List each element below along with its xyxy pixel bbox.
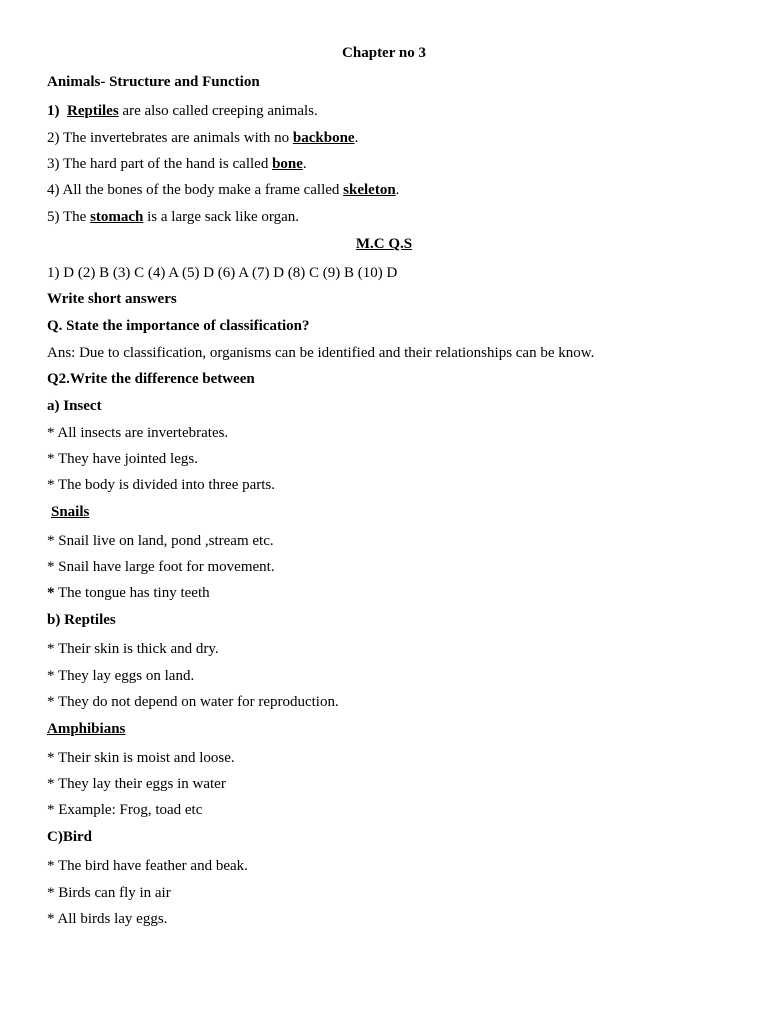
fill-blank-number: 4) [47, 182, 60, 198]
list-item: * The bird have feather and beak. [47, 858, 248, 874]
fill-blank-text: . [302, 156, 307, 172]
reptiles-heading: b) Reptiles [47, 612, 116, 628]
fill-blank-number: 3) [47, 156, 60, 172]
fill-blank-text: The invertebrates are animals with no [62, 130, 293, 146]
snails-heading: Snails [51, 504, 90, 520]
list-item: * Example: Frog, toad etc [47, 802, 203, 818]
fill-blank-5 [47, 208, 299, 226]
list-item: * They do not depend on water for reproduction. [47, 694, 339, 710]
fill-blank-text: The hard part of the hand is called [62, 156, 273, 172]
list-item [47, 584, 210, 602]
fill-blank-answer: skeleton [343, 182, 396, 198]
fill-blank-answer: stomach [90, 209, 144, 225]
list-item: * Birds can fly in air [47, 885, 171, 901]
list-item: * Their skin is moist and loose. [47, 750, 235, 766]
question-1: Q. State the importance of classification? [47, 318, 310, 334]
fill-blank-text: . [354, 130, 359, 146]
fill-blank-answer: bone [272, 156, 303, 172]
fill-blank-4 [47, 181, 399, 199]
list-item: * Snail live on land, pond ,stream etc. [47, 533, 274, 549]
fill-blank-1 [47, 102, 318, 120]
fill-blank-text: All the bones of the body make a frame called [62, 182, 344, 198]
list-item-text: The tongue has tiny teeth [54, 585, 210, 601]
fill-blank-number: 2) [47, 130, 60, 146]
fill-blank-number: 5) [47, 209, 60, 225]
list-item: * The body is divided into three parts. [47, 477, 276, 493]
fill-blank-3 [47, 155, 307, 173]
fill-blank-text: are also called creeping animals. [118, 103, 318, 119]
list-item: * All birds lay eggs. [47, 911, 168, 927]
fill-blank-number: 1) [47, 103, 60, 119]
subtitle: Animals- Structure and Function [47, 74, 260, 90]
short-answers-heading: Write short answers [47, 291, 177, 307]
fill-blank-text: is a large sack like organ. [143, 209, 300, 225]
list-item: * They lay their eggs in water [47, 776, 226, 792]
bullet-star: * [47, 585, 55, 601]
list-item: * All insects are invertebrates. [47, 425, 229, 441]
fill-blank-2 [47, 129, 358, 147]
list-item: * They have jointed legs. [47, 451, 198, 467]
chapter-title: Chapter no 3 [342, 45, 426, 61]
insect-heading: a) Insect [47, 398, 102, 414]
fill-blank-answer: Reptiles [67, 103, 119, 119]
mcqs-heading: M.C Q.S [355, 236, 413, 252]
amphibians-heading: Amphibians [47, 721, 126, 737]
fill-blank-text: . [395, 182, 400, 198]
list-item: * Their skin is thick and dry. [47, 641, 219, 657]
fill-blank-answer: backbone [292, 130, 355, 146]
list-item: * Snail have large foot for movement. [47, 559, 275, 575]
fill-blank-text: The [62, 209, 91, 225]
mcqs-answers: 1) D (2) B (3) C (4) A (5) D (6) A (7) D (8) C (9) B (10) D [47, 265, 398, 281]
list-item: * They lay eggs on land. [47, 668, 195, 684]
question-2: Q2.Write the difference between [47, 371, 255, 387]
bird-heading: C)Bird [47, 829, 92, 845]
answer-1: Ans: Due to classification, organisms can be identified and their relationships can be know. [47, 345, 595, 361]
